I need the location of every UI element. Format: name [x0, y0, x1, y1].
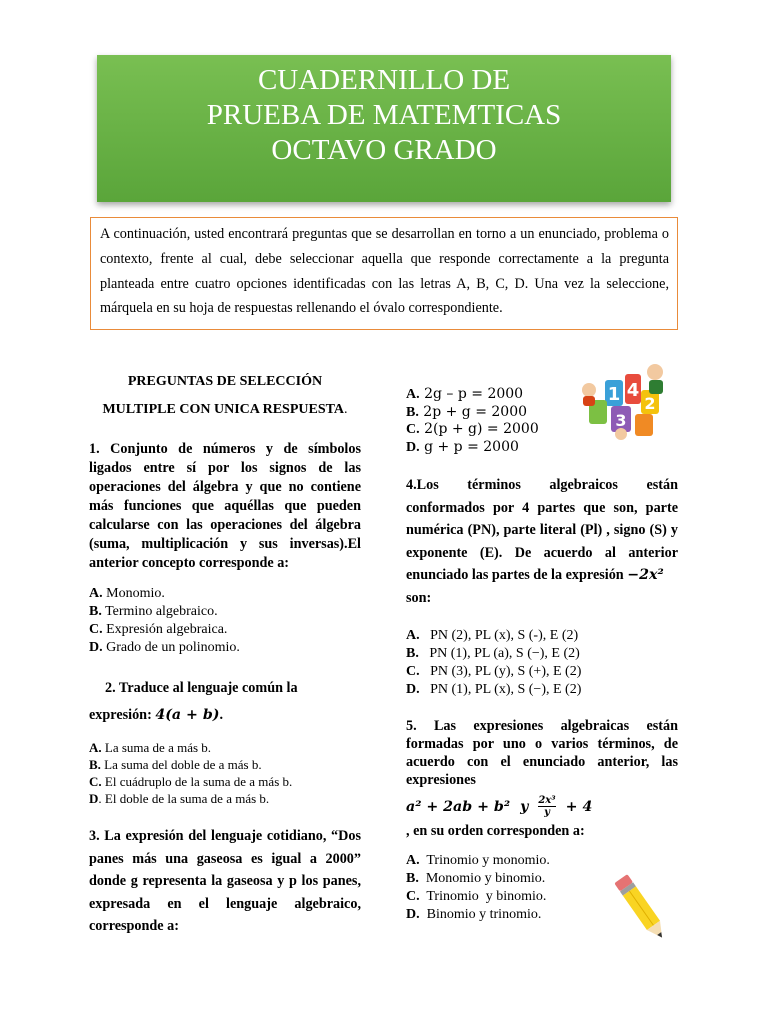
q2-option-d — [89, 790, 361, 807]
question-4-end: son: — [406, 589, 432, 606]
option-letter: D — [89, 791, 99, 806]
pencil-icon — [614, 872, 670, 946]
svg-text:3: 3 — [615, 411, 627, 430]
option-text: Termino algebraico. — [101, 604, 218, 619]
question-2-line-1: 2. Traduce al lenguaje común la — [105, 680, 298, 696]
svg-text:1: 1 — [607, 384, 621, 405]
question-5-expression-1: a² + 2ab + b² — [406, 798, 511, 815]
q4-option-c — [406, 663, 678, 681]
section-heading-line-1: PREGUNTAS DE SELECCIÓN — [127, 374, 323, 389]
option-text: PN (2), PL (x), S (-), E (2) — [419, 628, 579, 643]
left-column — [89, 368, 361, 938]
option-letter: A. — [406, 853, 420, 868]
option-text: Monomio. — [102, 586, 165, 601]
q5-option-a — [406, 852, 678, 870]
option-letter: D. — [406, 439, 420, 455]
q2-option-c — [89, 773, 361, 790]
fraction-denominator: y — [544, 807, 550, 818]
option-text: PN (1), PL (x), S (−), E (2) — [419, 682, 582, 697]
option-letter: A. — [89, 740, 102, 755]
option-text: PN (1), PL (a), S (−), E (2) — [418, 646, 580, 661]
option-letter: D. — [89, 640, 103, 655]
option-text: 2g – p = 2000 — [419, 386, 524, 402]
q1-option-a — [89, 585, 361, 603]
option-letter: B. — [89, 757, 101, 772]
option-letter: B. — [406, 404, 419, 420]
title-banner — [97, 55, 671, 202]
question-2-label: expresión: — [89, 707, 156, 723]
section-heading — [89, 368, 361, 424]
option-letter: C. — [89, 774, 102, 789]
option-letter: A. — [406, 387, 420, 402]
option-text: 2p + g = 2000 — [418, 403, 528, 420]
question-4-expression: −2x² — [627, 567, 664, 583]
section-heading-line-2 — [89, 396, 361, 424]
question-3-text: 3. La expresión del lenguaje cotidiano, “Dos panes más una gaseosa es igual a 2000” donde g representa la gaseosa y p los panes, expresada en el lenguaje algebraico, corresponde a: — [89, 828, 361, 934]
question-1-options — [89, 585, 361, 657]
option-letter: D. — [406, 682, 420, 697]
question-4-body: 4.Los términos algebraicos están conformados por 4 partes que son, parte numérica (PN), parte literal (Pl) , signo (S) y exponente (E). De acuerdo al anterior enunciado las partes de la expresión — [406, 477, 678, 583]
children-numbers-illustration — [575, 360, 675, 446]
question-2-expression: 4(a + b) — [155, 707, 220, 723]
option-text: El cuádruplo de la suma de a más b. — [101, 774, 293, 789]
option-text: Monomio y binomio. — [418, 871, 546, 886]
title-line-2: PRUEBA DE MATEMTICAS — [206, 99, 562, 131]
question-4-options — [406, 627, 678, 699]
fraction-numerator: 2x³ — [538, 795, 556, 806]
option-letter: C. — [406, 889, 420, 904]
option-letter: B. — [89, 604, 102, 619]
option-letter: A. — [89, 586, 103, 601]
option-text: Trinomio y monomio. — [419, 853, 550, 868]
option-text: . El doble de la suma de a más b. — [98, 791, 270, 806]
option-letter: B. — [406, 871, 419, 886]
question-4-text — [406, 474, 678, 609]
question-2-period: . — [219, 707, 224, 723]
section-heading-period: . — [344, 402, 348, 417]
question-5-tail: , en su orden corresponden a: — [406, 823, 585, 839]
question-5-expressions — [406, 795, 678, 818]
instructions-box: A continuación, usted encontrará preguntas que se desarrollan en torno a un enunciado, problema o contexto, frente al cual, debe seleccionar aquella que responde correctamente a la pregunta planteada entre cuatro opciones identificadas con las letras A, B, C, D. Una vez la seleccione, márquela en su hoja de respuestas rellenando el óvalo correspondiente. — [90, 217, 678, 330]
option-text: La suma de a más b. — [101, 740, 212, 755]
question-5-text — [406, 717, 678, 840]
option-letter: A. — [406, 628, 420, 643]
option-letter: C. — [406, 422, 420, 437]
question-5-fraction — [538, 795, 555, 818]
option-text: La suma del doble de a más b. — [100, 757, 262, 772]
option-letter: B. — [406, 646, 419, 661]
q1-option-c — [89, 621, 361, 639]
q1-option-d — [89, 639, 361, 657]
option-letter: C. — [406, 664, 420, 679]
option-text: Binomio y trinomio. — [419, 907, 542, 922]
q2-option-a — [89, 739, 361, 756]
section-heading-text: MULTIPLE CON UNICA RESPUESTA — [102, 402, 345, 417]
option-text: Grado de un polinomio. — [102, 640, 240, 655]
question-2-line-2 — [89, 702, 361, 729]
question-5-body: 5. Las expresiones algebraicas están formadas por uno o varios términos, de acuerdo con el enunciado anterior, las expresiones — [406, 718, 678, 788]
option-text: Trinomio y binomio. — [419, 889, 547, 904]
q4-option-a — [406, 627, 678, 645]
question-2-options — [89, 739, 361, 807]
q4-option-d — [406, 681, 678, 699]
question-5-expression-2-tail: + 4 — [565, 798, 593, 815]
option-text: Expresión algebraica. — [102, 622, 228, 637]
right-column — [406, 386, 678, 924]
svg-text:4: 4 — [626, 380, 640, 401]
svg-text:2: 2 — [644, 394, 656, 413]
option-text: g + p = 2000 — [419, 438, 519, 455]
option-text: 2(p + g) = 2000 — [419, 421, 539, 437]
title-line-1: CUADERNILLO DE — [257, 64, 511, 96]
question-5-conjunction: y — [520, 798, 529, 815]
question-2-text — [89, 675, 361, 729]
option-letter: C. — [89, 622, 103, 637]
option-text: PN (3), PL (y), S (+), E (2) — [419, 664, 582, 679]
title-line-3: OCTAVO GRADO — [271, 134, 497, 166]
question-1-text: 1. Conjunto de números y de símbolos ligados entre sí por los signos de las operaciones del álgebra y que no contiene más funciones que aquéllas que pueden calcularse con las operaciones del álgebra (suma, multiplicación y sus inversas).El anterior concepto corresponde a: — [89, 441, 361, 571]
q4-option-b — [406, 645, 678, 663]
option-letter: D. — [406, 907, 420, 922]
q1-option-b — [89, 603, 361, 621]
q2-option-b — [89, 756, 361, 773]
